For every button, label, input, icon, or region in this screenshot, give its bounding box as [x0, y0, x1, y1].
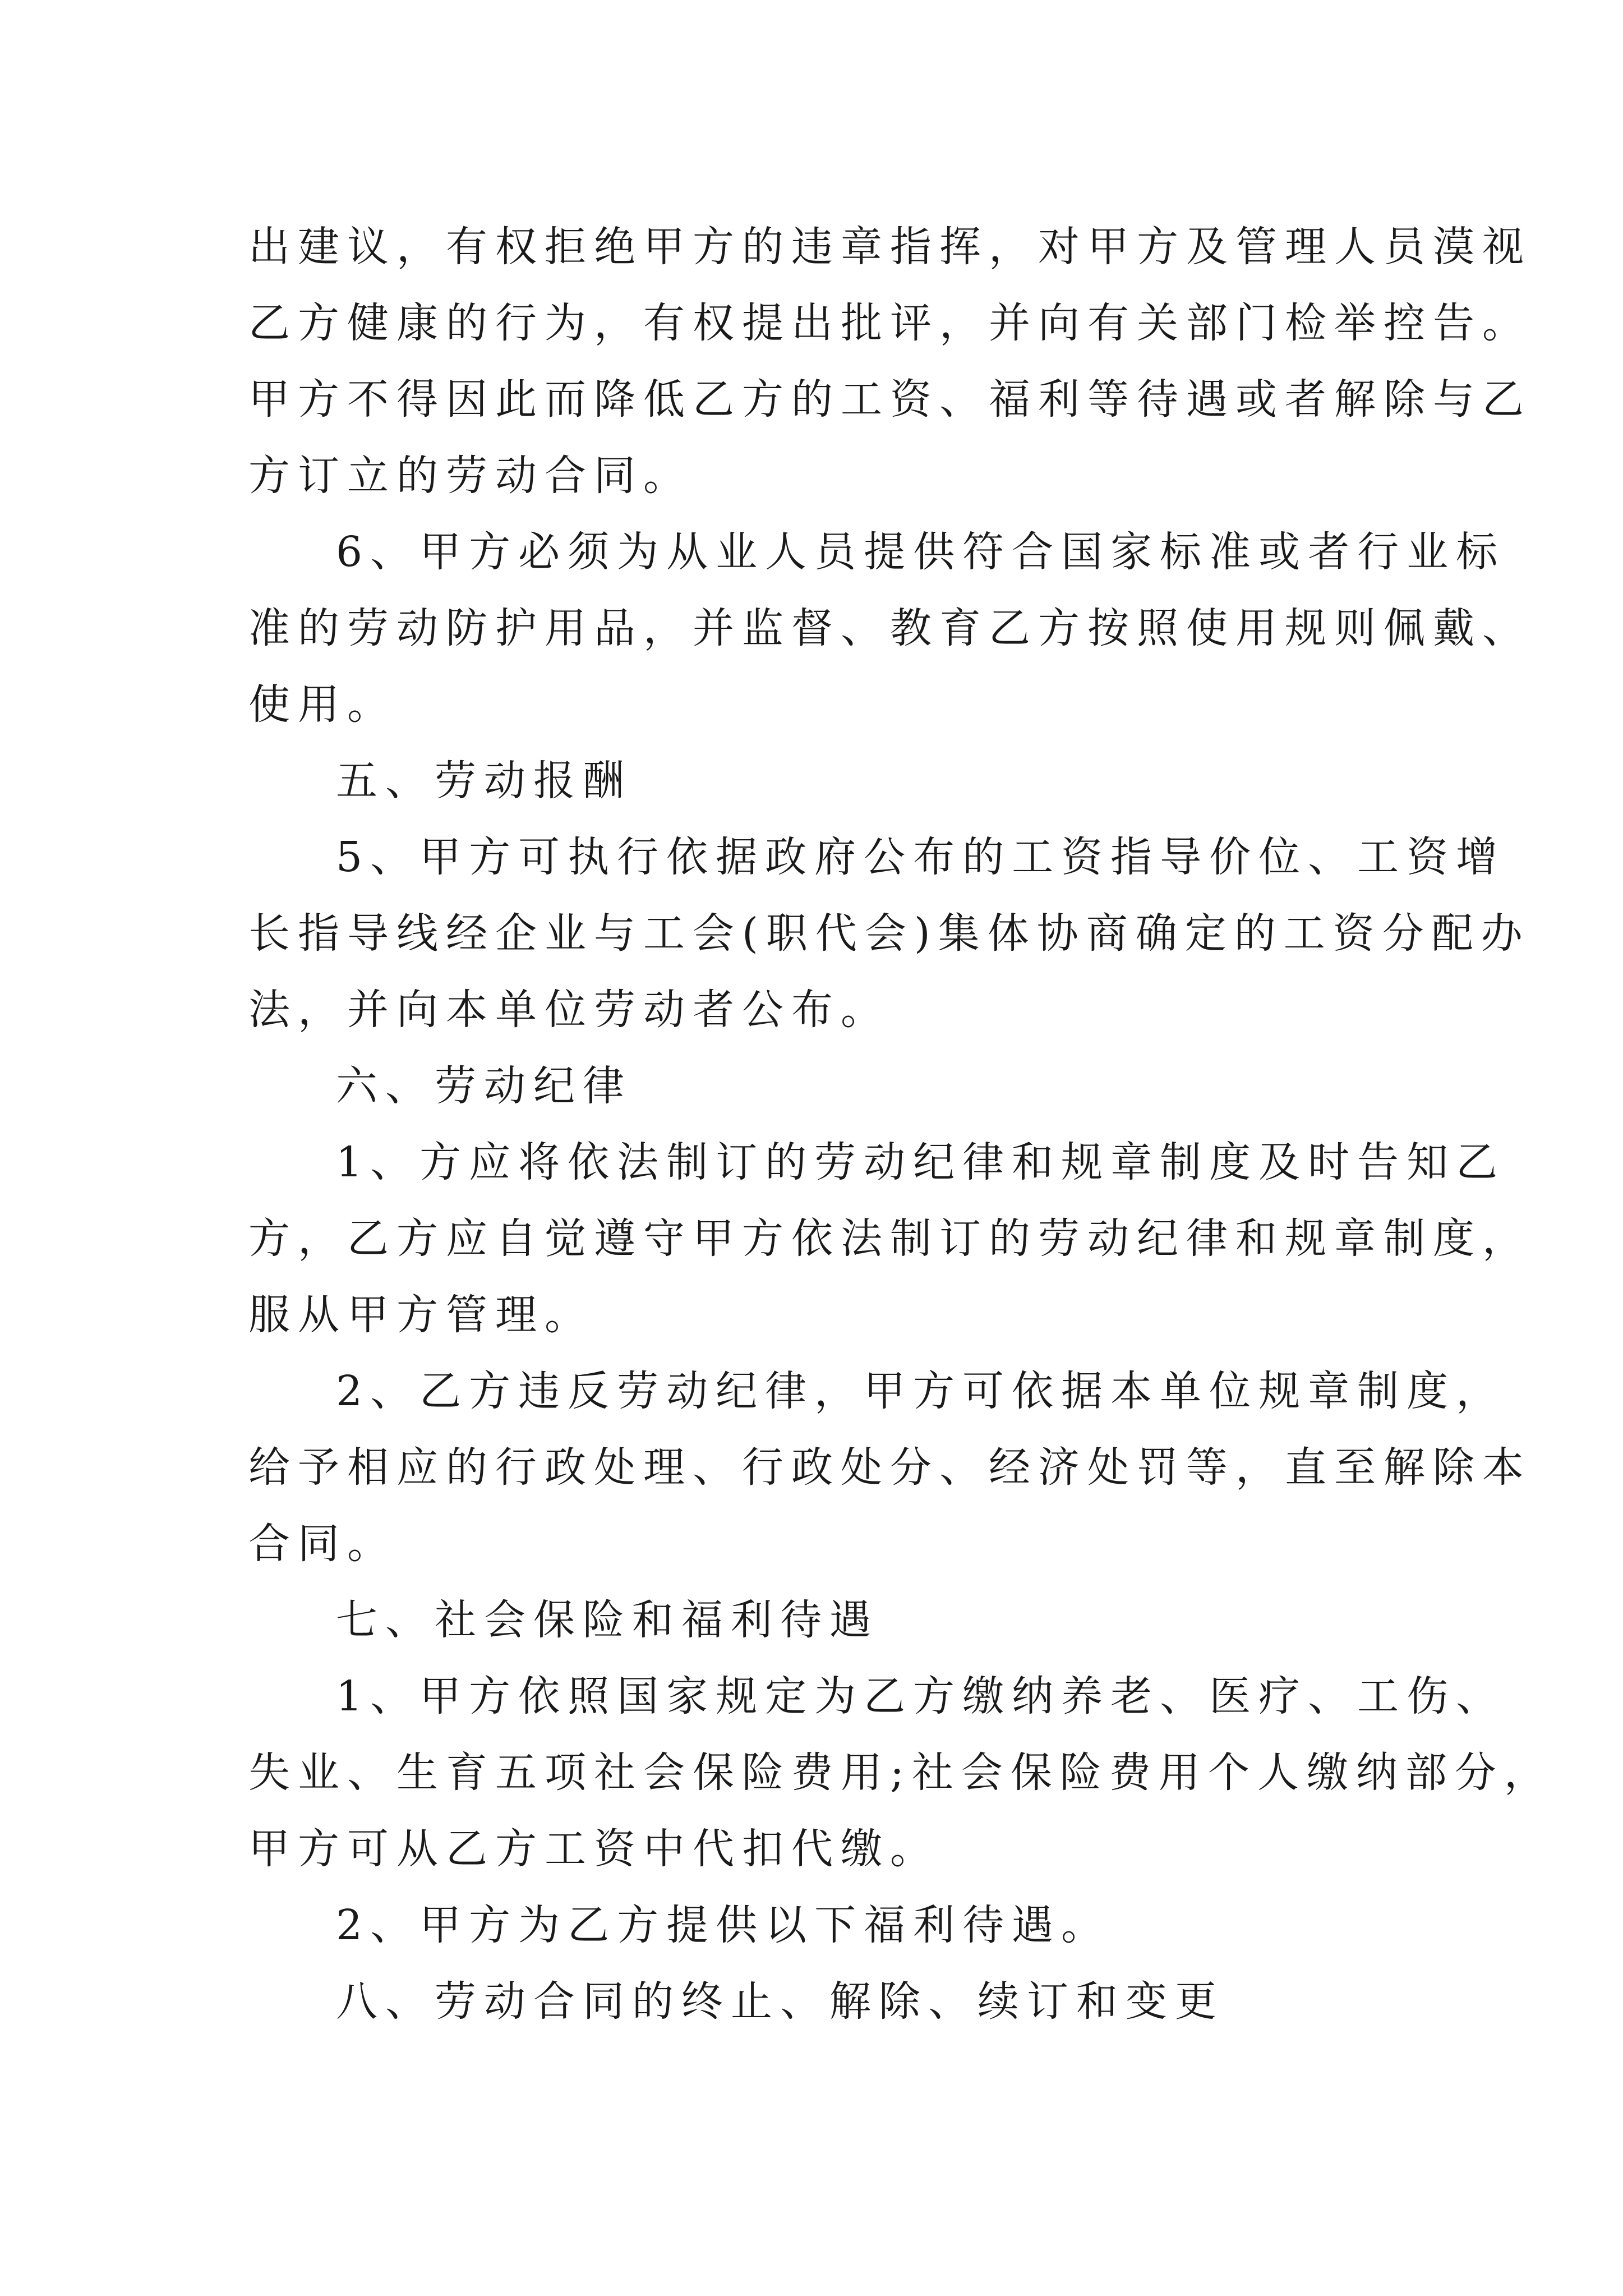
document-body [248, 209, 1553, 2040]
paragraph-start-line: 5、甲方可执行依据政府公布的工资指导价位、工资增 [336, 833, 1506, 881]
paragraph-start-line: 6、甲方必须为从业人员提供符合国家标准或者行业标 [336, 528, 1506, 576]
text-line: 甲方不得因此而降低乙方的工资、福利等待遇或者解除与乙 [248, 375, 1532, 424]
text-line: 法，并向本单位劳动者公布。 [248, 986, 890, 1034]
section-heading: 六、劳动纪律 [336, 1062, 632, 1110]
text-line: 方，乙方应自觉遵守甲方依法制订的劳动纪律和规章制度， [248, 1214, 1532, 1263]
text-line: 失业、生育五项社会保险费用;社会保险费用个人缴纳部分， [248, 1749, 1553, 1797]
section-heading: 七、社会保险和福利待遇 [336, 1596, 879, 1644]
text-line: 使用。 [248, 680, 396, 729]
paragraph-start-line: 1、甲方依照国家规定为乙方缴纳养老、医疗、工伤、 [336, 1672, 1506, 1720]
text-line: 合同。 [248, 1520, 396, 1568]
text-line: 方订立的劳动合同。 [248, 452, 693, 500]
text-line: 长指导线经企业与工会(职代会)集体协商确定的工资分配办 [248, 909, 1530, 958]
text-line: 服从甲方管理。 [248, 1291, 594, 1339]
text-line: 出建议，有权拒绝甲方的违章指挥，对甲方及管理人员漠视 [248, 223, 1532, 271]
section-heading: 八、劳动合同的终止、解除、续订和变更 [336, 1977, 1224, 2026]
text-line: 甲方可从乙方工资中代扣代缴。 [248, 1825, 939, 1873]
paragraph-start-line: 2、甲方为乙方提供以下福利待遇。 [336, 1901, 1111, 1949]
text-line: 准的劳动防护用品，并监督、教育乙方按照使用规则佩戴、 [248, 604, 1532, 652]
text-line: 乙方健康的行为，有权提出批评，并向有关部门检举控告。 [248, 299, 1532, 347]
paragraph-start-line: 2、乙方违反劳动纪律，甲方可依据本单位规章制度， [336, 1367, 1506, 1415]
section-heading: 五、劳动报酬 [336, 757, 632, 805]
text-line: 给予相应的行政处理、行政处分、经济处罚等，直至解除本 [248, 1443, 1532, 1492]
paragraph-start-line: 1、方应将依法制订的劳动纪律和规章制度及时告知乙 [336, 1138, 1506, 1186]
